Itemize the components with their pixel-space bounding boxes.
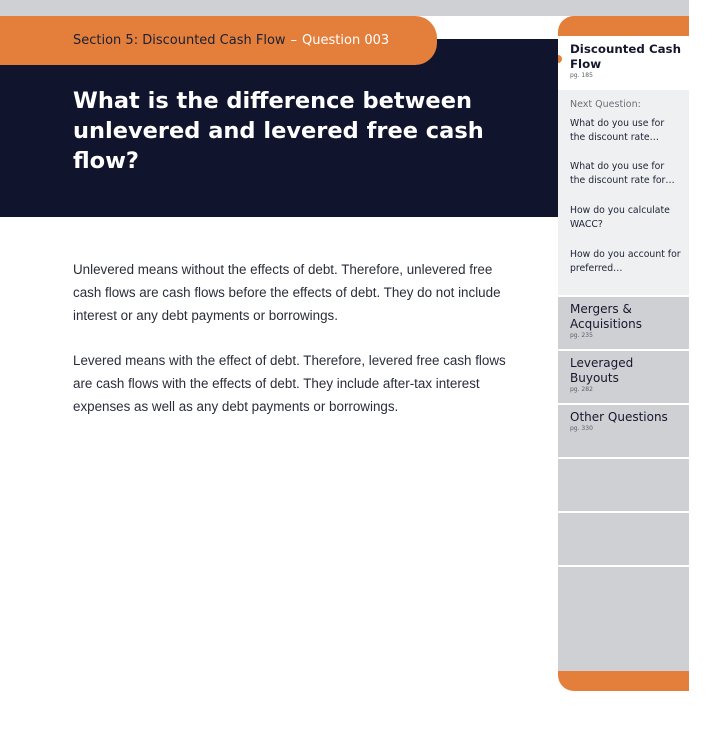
sidebar-empty-tab xyxy=(558,567,689,619)
active-section[interactable] xyxy=(570,42,682,80)
next-question-link[interactable]: How do you account for preferred… xyxy=(570,249,681,274)
sidebar-item-mergers-acquisitions[interactable] xyxy=(558,297,689,349)
sidebar-empty-tab xyxy=(558,513,689,565)
sidebar-empty-tab xyxy=(558,459,689,511)
sidebar-item-label: Other Questions xyxy=(570,410,668,424)
sidebar-item-label: Mergers & Acquisitions xyxy=(570,302,642,331)
answer-paragraph: Levered means with the effect of debt. Therefore, levered free cash flows are cash flows with the effects of debt. They include after-tax interest expenses as well as any debt payments or borrowings. xyxy=(73,353,506,414)
sidebar-item-page: pg. 235 xyxy=(570,332,593,339)
sidebar-item-label: Leveraged Buyouts xyxy=(570,356,634,385)
active-section-title: Discounted Cash Flow xyxy=(570,42,681,71)
sidebar-item-page: pg. 330 xyxy=(570,425,593,432)
sidebar-item-page: pg. 282 xyxy=(570,386,593,393)
chapter-sidebar xyxy=(558,16,689,691)
sidebar-empty-tab xyxy=(558,619,689,671)
section-label: Section 5: Discounted Cash Flow xyxy=(73,33,286,48)
next-question-link[interactable]: What do you use for the discount rate… xyxy=(570,118,665,143)
sidebar-item-other-questions[interactable] xyxy=(558,405,689,457)
active-section-page: pg. 185 xyxy=(570,72,593,79)
answer-body xyxy=(73,258,523,440)
question-title: What is the difference between unlevered and levered free cash flow? xyxy=(73,88,484,174)
answer-paragraph: Unlevered means without the effects of debt. Therefore, unlevered free cash flows are cash flows before the effects of debt. They do not include interest or any debt payments or borrowings. xyxy=(73,262,501,323)
breadcrumb-separator: – xyxy=(290,33,298,48)
sidebar-bottom-cap xyxy=(558,671,689,691)
next-questions-panel xyxy=(558,90,689,295)
top-strip xyxy=(0,0,689,16)
next-question-label: Next Question: xyxy=(570,99,641,110)
next-question-link[interactable]: What do you use for the discount rate for… xyxy=(570,161,675,186)
section-breadcrumb xyxy=(0,16,437,65)
next-question-link[interactable]: How do you calculate WACC? xyxy=(570,205,670,230)
sidebar-top-cap xyxy=(558,16,689,36)
question-number: Question 003 xyxy=(302,33,390,48)
sidebar-item-leveraged-buyouts[interactable] xyxy=(558,351,689,403)
